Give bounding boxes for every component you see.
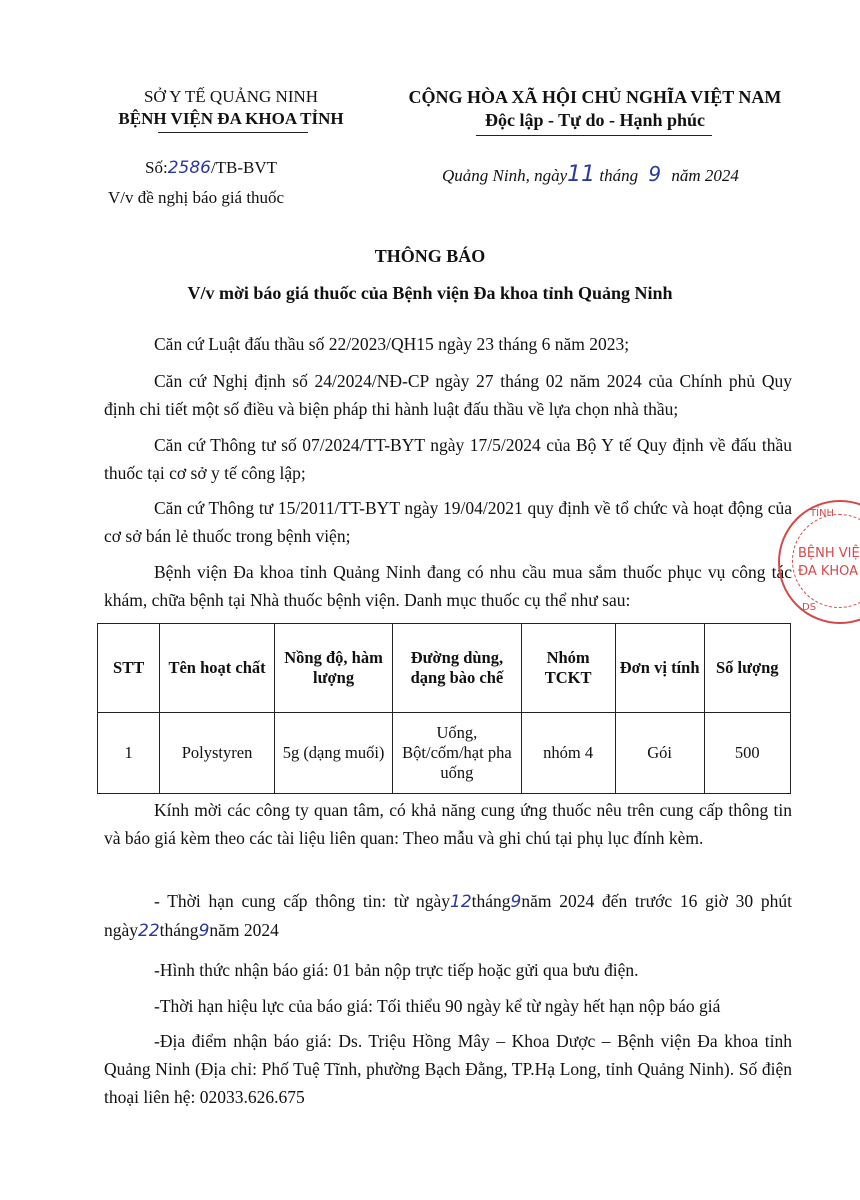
document-number: Số:2586/TB-BVT bbox=[145, 158, 278, 178]
deadline-paragraph: - Thời hạn cung cấp thông tin: từ ngày12tháng9năm 2024 đến trước 16 giờ 30 phút ngày22tháng9năm 2024 bbox=[104, 891, 792, 941]
handwritten-end-day: 22 bbox=[138, 921, 160, 941]
col-header-unit: Đơn vị tính bbox=[615, 624, 704, 713]
basis-paragraph-2: Căn cứ Nghị định số 24/2024/NĐ-CP ngày 27 tháng 02 năm 2024 của Chính phủ Quy định chi tiết một số điều và biện pháp thi hành luật đấu thầu về lựa chọn nhà thầu; bbox=[104, 371, 792, 419]
handwritten-start-day: 12 bbox=[450, 892, 472, 912]
handwritten-end-month: 9 bbox=[198, 921, 210, 941]
handwritten-number: 2586 bbox=[167, 158, 211, 178]
cell-active-ingredient: Polystyren bbox=[160, 713, 275, 794]
header-right-underline bbox=[476, 135, 712, 136]
document-subject: V/v đề nghị báo giá thuốc bbox=[108, 188, 285, 207]
cell-group: nhóm 4 bbox=[521, 713, 615, 794]
col-header-group: Nhóm TCKT bbox=[521, 624, 615, 713]
hospital-name: BỆNH VIỆN ĐA KHOA TỈNH bbox=[118, 109, 344, 128]
basis-paragraph-4: Căn cứ Thông tư 15/2011/TT-BYT ngày 19/04/2021 quy định về tổ chức và hoạt động của cơ sở bán lẻ thuốc trong bệnh viện; bbox=[104, 498, 792, 546]
national-title: CỘNG HÒA XÃ HỘI CHỦ NGHĨA VIỆT NAM bbox=[408, 87, 782, 107]
national-motto: Độc lập - Tự do - Hạnh phúc bbox=[484, 110, 706, 130]
ministry-name: SỞ Y TẾ QUẢNG NINH bbox=[143, 87, 319, 106]
header-left bbox=[96, 86, 366, 130]
stamp-bottom-text: DS bbox=[802, 602, 817, 613]
basis-paragraph-3: Căn cứ Thông tư số 07/2024/TT-BYT ngày 17/5/2024 của Bộ Y tế Quy định về đấu thầu thuốc tại cơ sở y tế công lập; bbox=[104, 435, 792, 483]
drug-table bbox=[97, 623, 791, 794]
col-header-stt: STT bbox=[98, 624, 160, 713]
stamp-line-1: BỆNH VIỆ bbox=[798, 546, 860, 561]
stamp-top-text: TỈNH bbox=[810, 508, 835, 519]
handwritten-day: 11 bbox=[567, 162, 596, 187]
cell-stt: 1 bbox=[98, 713, 160, 794]
receive-method: -Hình thức nhận báo giá: 01 bản nộp trực tiếp hoặc gửi qua bưu điện. bbox=[154, 960, 639, 980]
handwritten-month: 9 bbox=[648, 162, 662, 186]
header-left-underline bbox=[158, 132, 308, 133]
basis-paragraph-1: Căn cứ Luật đấu thầu số 22/2023/QH15 ngày 23 tháng 6 năm 2023; bbox=[154, 334, 630, 354]
handwritten-start-month: 9 bbox=[510, 892, 522, 912]
cell-concentration: 5g (dạng muối) bbox=[274, 713, 392, 794]
invitation-paragraph: Kính mời các công ty quan tâm, có khả năng cung ứng thuốc nêu trên cung cấp thông tin và báo giá kèm theo các tài liệu liên quan: Theo mẫu và ghi chú tại phụ lục đính kèm. bbox=[104, 800, 792, 848]
table-row bbox=[98, 713, 791, 794]
col-header-active-ingredient: Tên hoạt chất bbox=[160, 624, 275, 713]
header-right bbox=[380, 86, 810, 132]
notice-title: THÔNG BÁO bbox=[374, 246, 486, 266]
cell-route-form: Uống, Bột/cốm/hạt pha uống bbox=[393, 713, 521, 794]
notice-subtitle: V/v mời báo giá thuốc của Bệnh viện Đa khoa tỉnh Quảng Ninh bbox=[187, 283, 673, 303]
col-header-route-form: Đường dùng, dạng bào chế bbox=[393, 624, 521, 713]
cell-unit: Gói bbox=[615, 713, 704, 794]
cell-quantity: 500 bbox=[704, 713, 790, 794]
receiving-address: -Địa điểm nhận báo giá: Ds. Triệu Hồng Mây – Khoa Dược – Bệnh viện Đa khoa tỉnh Quảng Ninh (Địa chỉ: Phố Tuệ Tĩnh, phường Bạch Đằng, TP.Hạ Long, tỉnh Quảng Ninh). Số điện thoại liên hệ: 02033.626.675 bbox=[104, 1031, 792, 1107]
intro-paragraph: Bệnh viện Đa khoa tỉnh Quảng Ninh đang có nhu cầu mua sắm thuốc phục vụ công tác khám, chữa bệnh tại Nhà thuốc bệnh viện. Danh mục thuốc cụ thể như sau: bbox=[104, 562, 792, 610]
col-header-concentration: Nồng độ, hàm lượng bbox=[274, 624, 392, 713]
validity-period: -Thời hạn hiệu lực của báo giá: Tối thiểu 90 ngày kể từ ngày hết hạn nộp báo giá bbox=[154, 996, 721, 1016]
stamp-line-2: ĐA KHOA bbox=[798, 564, 859, 579]
col-header-quantity: Số lượng bbox=[704, 624, 790, 713]
table-header-row bbox=[98, 624, 791, 713]
date-line: Quảng Ninh, ngày11 tháng 9 năm 2024 bbox=[442, 162, 739, 187]
